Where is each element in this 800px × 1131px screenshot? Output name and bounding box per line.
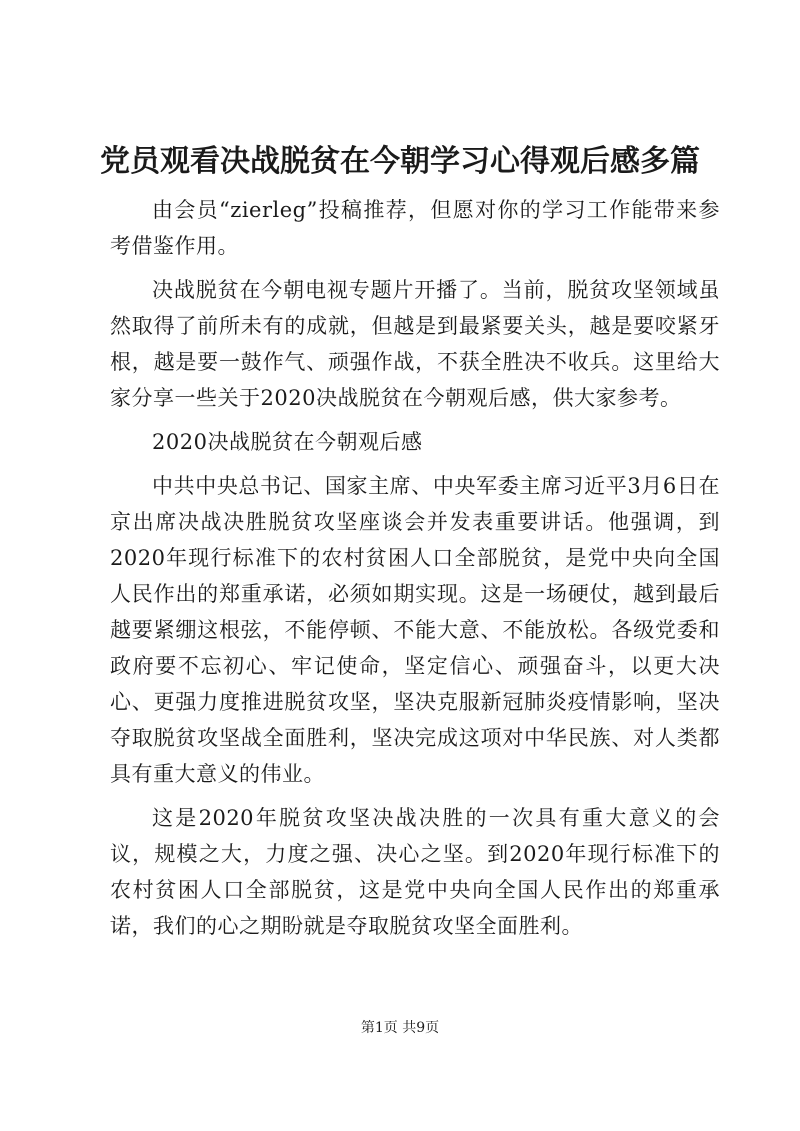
page-footer: 第1页 共9页 — [360, 1020, 440, 1036]
section-heading: 2020决战脱贫在今朝观后感 — [152, 430, 423, 454]
body-paragraph: 决战脱贫在今朝电视专题片开播了。当前，脱贫攻坚领域虽然取得了前所未有的成就，但越是到最紧要关头，越是要咬紧牙根，越是要一鼓作气、顽强作战，不获全胜决不收兵。这里给大家分享一些关于2020决战脱贫在今朝观后感，供大家参考。 — [110, 278, 720, 410]
intro-paragraph: 由会员“zierleg”投稿推荐，但愿对你的学习工作能带来参考借鉴作用。 — [110, 198, 720, 258]
document-title: 党员观看决战脱贫在今朝学习心得观后感多篇 — [100, 144, 700, 179]
body-paragraph: 这是2020年脱贫攻坚决战决胜的一次具有重大意义的会议，规模之大，力度之强、决心之坚。到2020年现行标准下的农村贫困人口全部脱贫，这是党中央向全国人民作出的郑重承诺，我们的心之期盼就是夺取脱贫攻坚全面胜利。 — [110, 806, 720, 938]
document-body — [110, 192, 720, 952]
body-paragraph: 中共中央总书记、国家主席、中央军委主席习近平3月6日在京出席决战决胜脱贫攻坚座谈会并发表重要讲话。他强调，到2020年现行标准下的农村贫困人口全部脱贫，是党中央向全国人民作出的郑重承诺，必须如期实现。这是一场硬仗，越到最后越要紧绷这根弦，不能停顿、不能大意、不能放松。各级党委和政府要不忘初心、牢记使命，坚定信心、顽强奋斗，以更大决心、更强力度推进脱贫攻坚，坚决克服新冠肺炎疫情影响，坚决夺取脱贫攻坚战全面胜利，坚决完成这项对中华民族、对人类都具有重大意义的伟业。 — [110, 474, 720, 786]
